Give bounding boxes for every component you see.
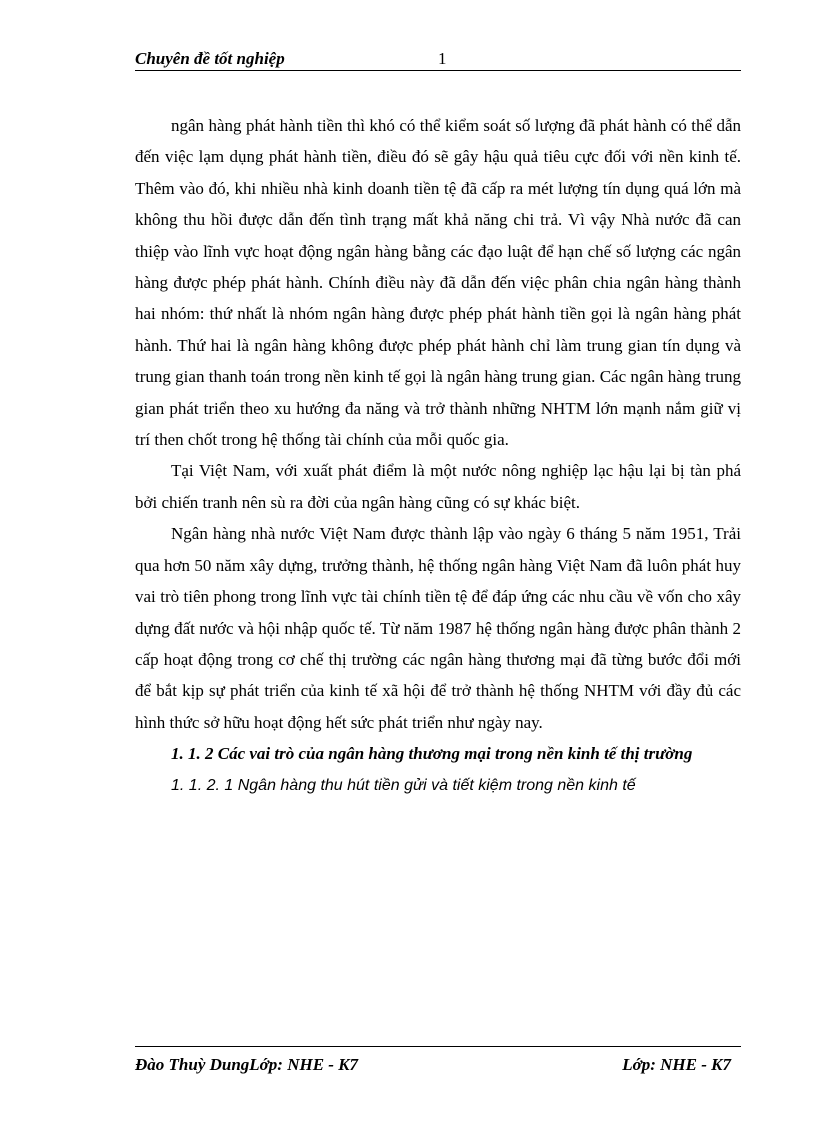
page-number: 1 <box>438 49 447 68</box>
subsection-heading: 1. 1. 2. 1 Ngân hàng thu hút tiền gửi và tiết kiệm trong nền kinh tế <box>171 776 636 794</box>
footer-class: Lớp: NHE - K7 <box>622 1055 731 1074</box>
header-title: Chuyên đề tốt nghiệp <box>135 49 285 68</box>
footer-author: Đào Thuỳ DungLớp: NHE - K7 <box>135 1055 359 1074</box>
paragraph-1: ngân hàng phát hành tiền thì khó có thể kiểm soát số lượng đã phát hành có thể dẫn đến việc lạm dụng phát hành tiền, điều đó sẽ gây hậu quả tiêu cực đối với nền kinh tế. Thêm vào đó, khi nhiều nhà kinh doanh tiền tệ đã cấp ra mét lượng tín dụng quá lớn mà không thu hồi được dẫn đến tình trạng mất khả năng chi trả. Vì vậy Nhà nước đã can thiệp vào lĩnh vực hoạt động ngân hàng bằng các đạo luật để hạn chế số lượng các ngân hàng được phép phát hành. Chính điều này đã dẫn đến việc phân chia ngân hàng thành hai nhóm: thứ nhất là nhóm ngân hàng được phép phát hành tiền gọi là ngân hàng phát hành. Thứ hai là ngân hàng không được phép phát hành chỉ làm trung gian tín dụng và trung gian thanh toán trong nền kinh tế gọi là ngân hàng trung gian. Các ngân hàng trung gian phát triển theo xu hướng đa năng và trở thành những NHTM lớn mạnh nắm giữ vị trí then chốt trong hệ thống tài chính của mỗi quốc gia. <box>135 116 741 450</box>
section-heading: 1. 1. 2 Các vai trò của ngân hàng thương mại trong nền kinh tế thị trường <box>171 744 693 764</box>
page-footer <box>135 1046 741 1077</box>
page-header <box>135 48 741 71</box>
paragraph-3: Ngân hàng nhà nước Việt Nam được thành lập vào ngày 6 tháng 5 năm 1951, Trải qua hơn 50 năm xây dựng, trưởng thành, hệ thống ngân hàng Việt Nam đã luôn phát huy vai trò tiên phong trong lĩnh vực tài chính tiền tệ để đáp ứng các nhu cầu về vốn cho xây dựng đất nước và hội nhập quốc tế. Từ năm 1987 hệ thống ngân hàng được phân thành 2 cấp hoạt động trong cơ chế thị trường các ngân hàng thương mại đã từng bước đổi mới để bắt kịp sự phát triển của kinh tế xã hội để trở thành hệ thống NHTM với đầy đủ các hình thức sở hữu hoạt động hết sức phát triển như ngày nay. <box>135 524 741 732</box>
document-body <box>135 110 741 801</box>
paragraph-2: Tại Việt Nam, với xuất phát điểm là một nước nông nghiệp lạc hậu lại bị tàn phá bởi chiến tranh nên sù ra đời của ngân hàng cũng có sự khác biệt. <box>135 461 741 512</box>
